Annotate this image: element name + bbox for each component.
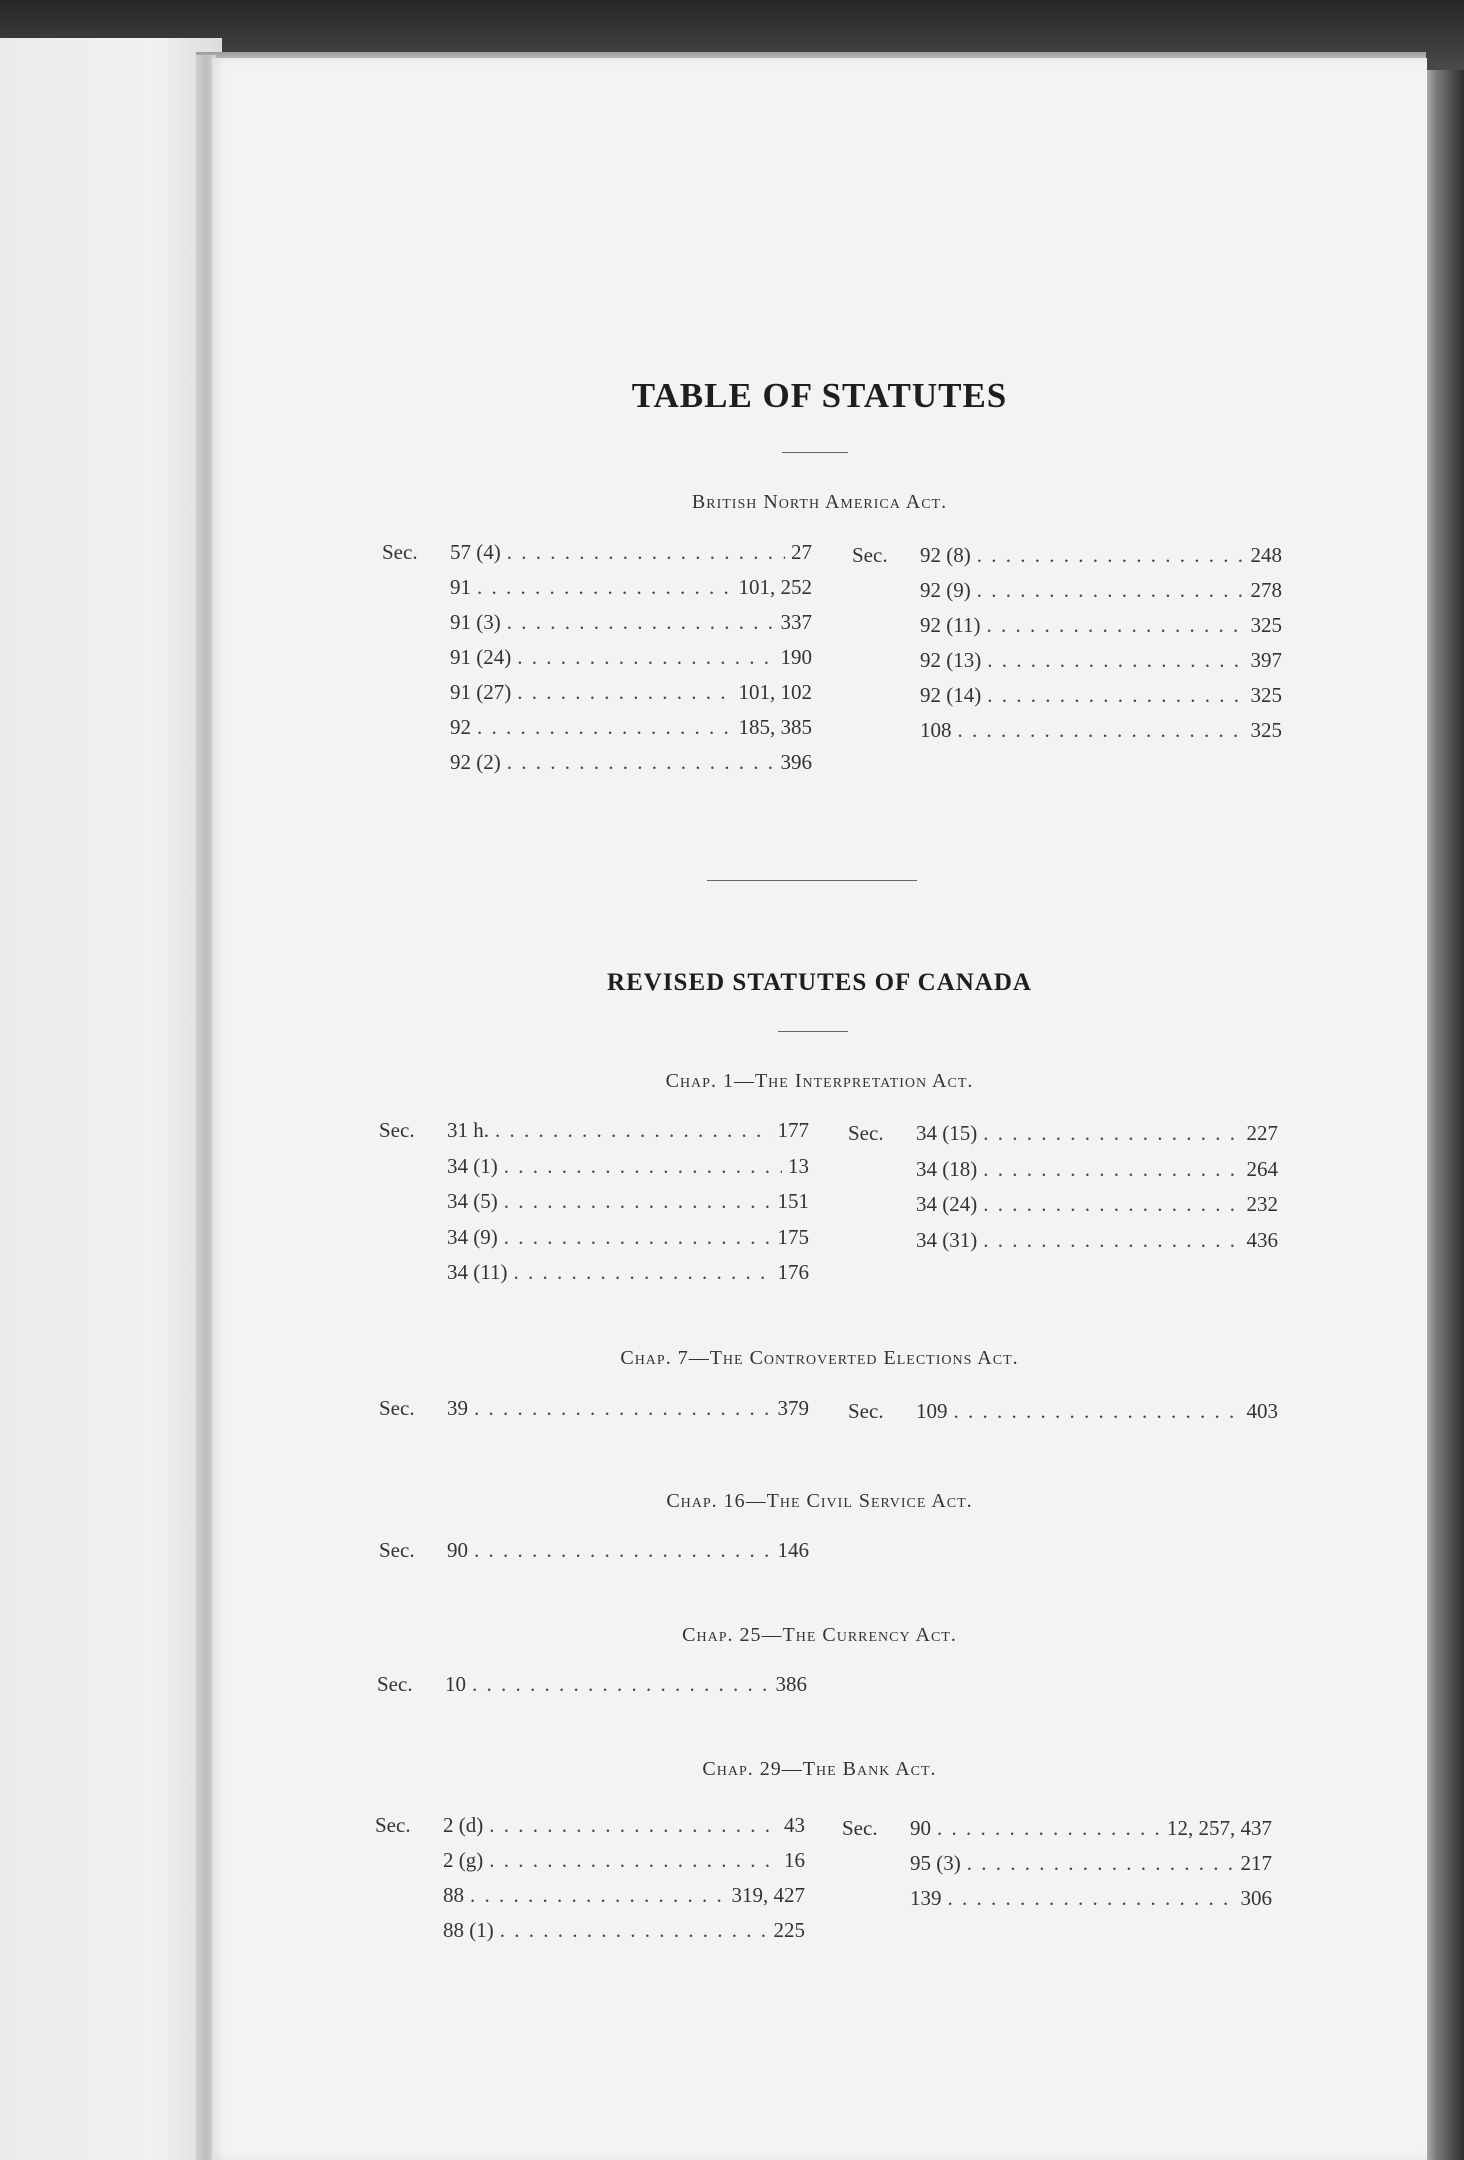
title-rule [782,452,848,453]
page-reference: 325 [1250,613,1282,637]
page-reference: 278 [1250,578,1282,602]
section-reference: 2 (g) [443,1848,484,1872]
act-heading-civil-service: Chap. 16—The Civil Service Act. [666,1490,973,1512]
statute-entry [842,1816,1272,1841]
dot-leader [948,1886,1235,1911]
statute-entry [379,1189,809,1214]
section-reference: 91 (24) [450,645,512,669]
dot-leader [504,1225,772,1250]
dot-leader [477,575,733,600]
section-reference: 91 (27) [450,680,512,704]
statute-entry [379,1154,809,1179]
act-heading-bank: Chap. 29—The Bank Act. [702,1758,937,1780]
dot-leader [983,1192,1240,1217]
statute-entry [375,1883,805,1908]
page-reference: 306 [1240,1886,1272,1910]
page-reference: 386 [775,1672,807,1696]
section-reference: 39 [447,1396,468,1420]
page-reference: 177 [777,1118,809,1142]
page-reference: 27 [791,540,812,564]
statute-entry [382,680,812,705]
section-reference: 34 (11) [447,1260,508,1284]
statute-entry [848,1192,1278,1217]
statute-entry [382,610,812,635]
act-heading-controverted-elections: Chap. 7—The Controverted Elections Act. [620,1347,1019,1369]
statute-entry [382,575,812,600]
statute-entry [848,1121,1278,1146]
statute-entry [852,543,1282,568]
page-reference: 337 [780,610,812,634]
dot-leader [489,1813,778,1838]
page-reference: 325 [1250,718,1282,742]
section-reference: 88 (1) [443,1918,494,1942]
dot-leader [983,1228,1240,1253]
dot-leader [517,680,732,705]
section-divider [707,880,917,881]
page-reference: 397 [1250,648,1282,672]
dot-leader [489,1848,778,1873]
section-label: Sec. [379,1538,415,1562]
section-label: Sec. [379,1118,415,1142]
section-reference: 92 (2) [450,750,501,774]
dot-leader [507,540,785,565]
statute-entry [382,715,812,740]
statute-entry [852,613,1282,638]
act-heading-currency: Chap. 25—The Currency Act. [682,1624,957,1646]
dot-leader [513,1260,771,1285]
section-title-rule [778,1031,848,1032]
dot-leader [977,578,1245,603]
dot-leader [977,543,1245,568]
statute-entry [379,1538,809,1563]
statute-entry [379,1396,809,1421]
section-label: Sec. [842,1816,878,1840]
page-reference: 225 [773,1918,805,1942]
section-reference: 34 (24) [916,1192,978,1216]
section-reference: 31 h. [447,1118,489,1142]
statute-entry [375,1813,805,1838]
dot-leader [967,1851,1235,1876]
statute-entry [382,540,812,565]
dot-leader [504,1189,772,1214]
section-reference: 34 (15) [916,1121,978,1145]
section-reference: 92 (9) [920,578,971,602]
page-reference: 175 [777,1224,809,1249]
dot-leader [470,1883,726,1908]
section-label: Sec. [375,1813,411,1837]
statute-entry [382,645,812,670]
dot-leader [937,1816,1161,1841]
dot-leader [958,718,1245,743]
page-reference: 403 [1246,1399,1278,1423]
dot-leader [504,1154,782,1179]
statute-entry [852,578,1282,603]
document-page [212,58,1427,2160]
section-reference: 90 [910,1816,931,1840]
section-reference: 34 (31) [916,1227,978,1252]
page-reference: 396 [780,750,812,774]
section-reference: 57 (4) [450,540,501,564]
statute-entry [852,718,1282,743]
page-title: TABLE OF STATUTES [631,376,1008,415]
page-reference: 13 [788,1153,809,1178]
dot-leader [987,683,1244,708]
dot-leader [474,1538,772,1563]
statute-entry [382,750,812,775]
dot-leader [474,1396,772,1421]
section-label: Sec. [379,1396,415,1420]
act-heading-bna: British North America Act. [691,491,948,513]
page-reference: 379 [777,1396,809,1420]
section-label: Sec. [848,1399,884,1423]
dot-leader [987,648,1244,673]
section-reference: 92 (8) [920,543,971,567]
dot-leader [500,1918,768,1943]
section-reference: 109 [916,1399,948,1423]
dot-leader [517,645,774,670]
page-reference: 217 [1240,1851,1272,1875]
page-reference: 319, 427 [731,1883,805,1907]
dot-leader [954,1399,1241,1424]
section-label: Sec. [848,1121,884,1145]
statute-entry [852,648,1282,673]
page-reference: 12, 257, 437 [1167,1816,1272,1840]
statute-entry [852,683,1282,708]
section-reference: 88 [443,1883,464,1907]
page-reference: 101, 102 [738,680,812,704]
section-reference: 92 (14) [920,683,982,707]
dot-leader [495,1118,772,1143]
page-reference: 264 [1246,1156,1278,1181]
section-reference: 2 (d) [443,1813,484,1837]
statute-entry [379,1260,809,1285]
section-reference: 92 [450,715,471,739]
page-reference: 101, 252 [738,575,812,599]
page-reference: 325 [1250,683,1282,707]
dot-leader [983,1121,1240,1146]
statute-entry [848,1399,1278,1424]
section-reference: 91 [450,575,471,599]
dot-leader [472,1672,770,1697]
section-label: Sec. [382,540,418,564]
statute-entry [842,1851,1272,1876]
page-reference: 43 [784,1813,805,1837]
dot-leader [507,610,775,635]
statute-entry [848,1157,1278,1182]
page-reference: 190 [780,645,812,669]
section-reference: 95 (3) [910,1851,961,1875]
section-reference: 34 (9) [447,1224,498,1249]
act-heading-interpretation: Chap. 1—The Interpretation Act. [665,1070,974,1092]
page-reference: 232 [1246,1192,1278,1216]
section-reference: 34 (5) [447,1189,498,1213]
statute-entry [379,1225,809,1250]
section-reference: 10 [445,1672,466,1696]
statute-entry [848,1228,1278,1253]
section-reference: 34 (1) [447,1153,498,1178]
statute-entry [379,1118,809,1143]
page-reference: 185, 385 [738,715,812,739]
page-reference: 227 [1246,1121,1278,1145]
section-label: Sec. [377,1672,413,1696]
section-label: Sec. [852,543,888,567]
statute-entry [377,1672,807,1697]
section-reference: 92 (11) [920,613,981,637]
page-reference: 151 [777,1189,809,1213]
statute-entry [375,1918,805,1943]
dot-leader [507,750,775,775]
dot-leader [477,715,733,740]
page-reference: 146 [777,1538,809,1562]
facing-page [0,38,222,2160]
section-reference: 139 [910,1886,942,1910]
section-title-revised-statutes: REVISED STATUTES OF CANADA [607,969,1032,996]
section-reference: 108 [920,718,952,742]
section-reference: 34 (18) [916,1156,978,1181]
page-reference: 16 [784,1848,805,1872]
dot-leader [986,613,1244,638]
dot-leader [983,1157,1240,1182]
statute-entry [375,1848,805,1873]
page-reference: 248 [1250,543,1282,567]
page-reference: 176 [777,1260,809,1284]
section-reference: 91 (3) [450,610,501,634]
page-reference: 436 [1246,1227,1278,1252]
section-reference: 92 (13) [920,648,982,672]
statute-entry [842,1886,1272,1911]
section-reference: 90 [447,1538,468,1562]
